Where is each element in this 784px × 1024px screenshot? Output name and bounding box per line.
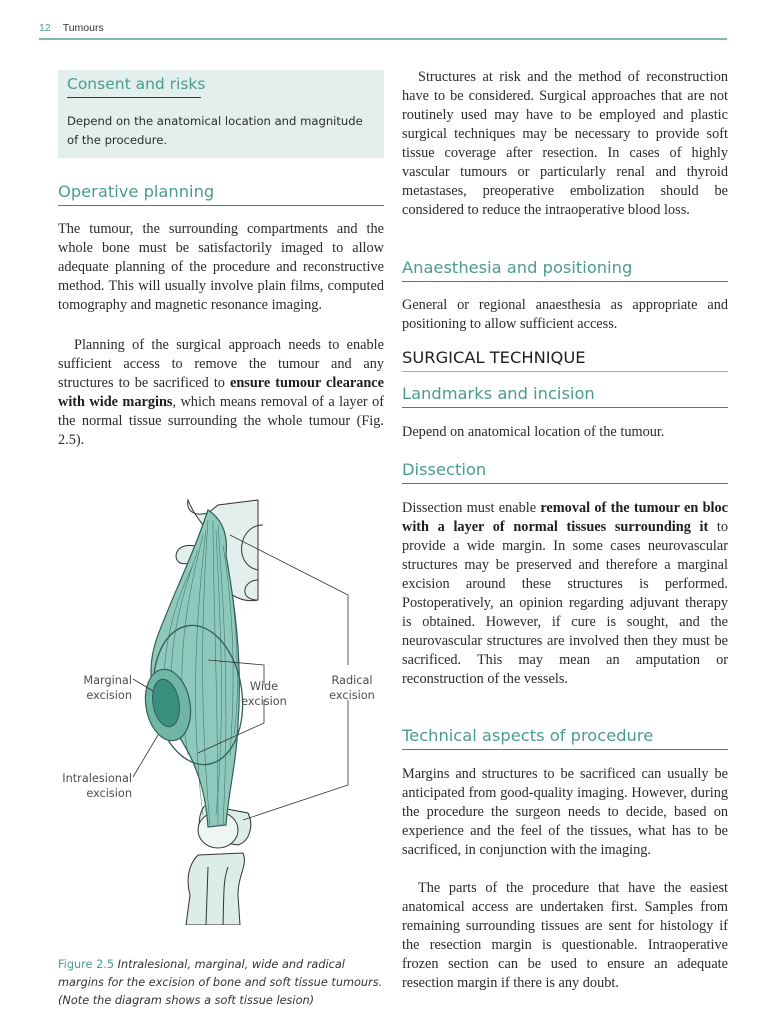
landmarks-heading: Landmarks and incision	[402, 384, 728, 408]
label-intralesional-excision: Intralesional excision	[62, 772, 132, 800]
chapter-title: Tumours	[62, 22, 104, 34]
label-radical-excision: Radical excision	[329, 674, 375, 702]
running-head	[39, 22, 727, 40]
figure-caption	[58, 956, 388, 1010]
technical-aspects-para1: Margins and structures to be sacrificed can usually be anticipated from good-quality imaging. However, during the procedure the surgeon needs to decide, based on experience and the feel of the tissues, what has to be sacrificed, in conjunction with the imaging.	[402, 766, 728, 858]
dissection-heading: Dissection	[402, 460, 728, 484]
operative-planning-heading: Operative planning	[58, 182, 384, 206]
consent-heading: Consent and risks	[67, 75, 201, 98]
dissection-bold: removal of the tumour en bloc with a layer of normal tissues surrounding it	[402, 500, 728, 535]
figure-2-5	[58, 495, 384, 925]
technical-aspects-para2: The parts of the procedure that have the easiest anatomical access are undertaken first. Samples from remaining surrounding tissues are sent for histology if the resection margin is questionable. Intraoperative frozen section can be used to ensure an adequate resection margin if there is any doubt.	[402, 880, 728, 991]
para2-start: Planning of the surgical approach needs to enable sufficient access to remove the tumour and any structures to be sacrificed to	[58, 337, 384, 391]
operative-planning-para2	[58, 336, 384, 450]
excision-margins-diagram	[58, 495, 384, 925]
right-intro-para: Structures at risk and the method of reconstruction have to be considered. Surgical approaches that are not routinely used may have to be employed and plastic surgical techniques may be necessary to provide soft tissue coverage after resection. In cases of highly vascular tumours or particularly renal and thyroid metastases, preoperative embolization should be considered to reduce the intraoperative blood loss.	[402, 69, 728, 218]
landmarks-text: Depend on anatomical location of the tumour.	[402, 424, 665, 440]
page-number: 12	[39, 22, 51, 34]
consent-text: Depend on the anatomical location and magnitude of the procedure.	[67, 114, 363, 147]
label-wide-excision: Wide excision	[241, 680, 287, 708]
para2-bold: ensure tumour clearance with wide margins	[58, 375, 385, 410]
technical-aspects-heading: Technical aspects of procedure	[402, 726, 728, 750]
consent-box	[58, 70, 384, 158]
para2-end: , which means removal of a layer of the normal tissue surrounding the whole tumour (Fig. 2.5).	[58, 394, 385, 448]
dissection-start: Dissection must enable	[402, 500, 541, 516]
figure-number: Figure 2.5	[58, 958, 115, 971]
dissection-end: to provide a wide margin. In some cases neurovascular structures may be preserved and therefore a marginal excision around these structures is performed. Postoperatively, an opinion regarding adjuvant therapy is obtained. However, if cure is sought, and the neurovascular structures are involved then they must be sacrificed. This may mean an amputation or reconstruction of the vessels.	[402, 519, 728, 687]
operative-planning-para1: The tumour, the surrounding compartments and the whole bone must be satisfactorily imaged to allow adequate planning of the procedure and reconstructive method. This will usually involve plain films, computed tomography and magnetic resonance imaging.	[58, 221, 384, 313]
figure-caption-text: Intralesional, marginal, wide and radical margins for the excision of bone and soft tissue tumours. (Note the diagram shows a soft tissue lesion)	[58, 958, 383, 1007]
anaesthesia-heading: Anaesthesia and positioning	[402, 258, 728, 282]
anaesthesia-text: General or regional anaesthesia as appropriate and positioning to allow sufficient access.	[402, 297, 728, 332]
dissection-text	[402, 499, 728, 689]
surgical-technique-heading: SURGICAL TECHNIQUE	[402, 348, 728, 372]
label-marginal-excision: Marginal excision	[83, 674, 132, 702]
